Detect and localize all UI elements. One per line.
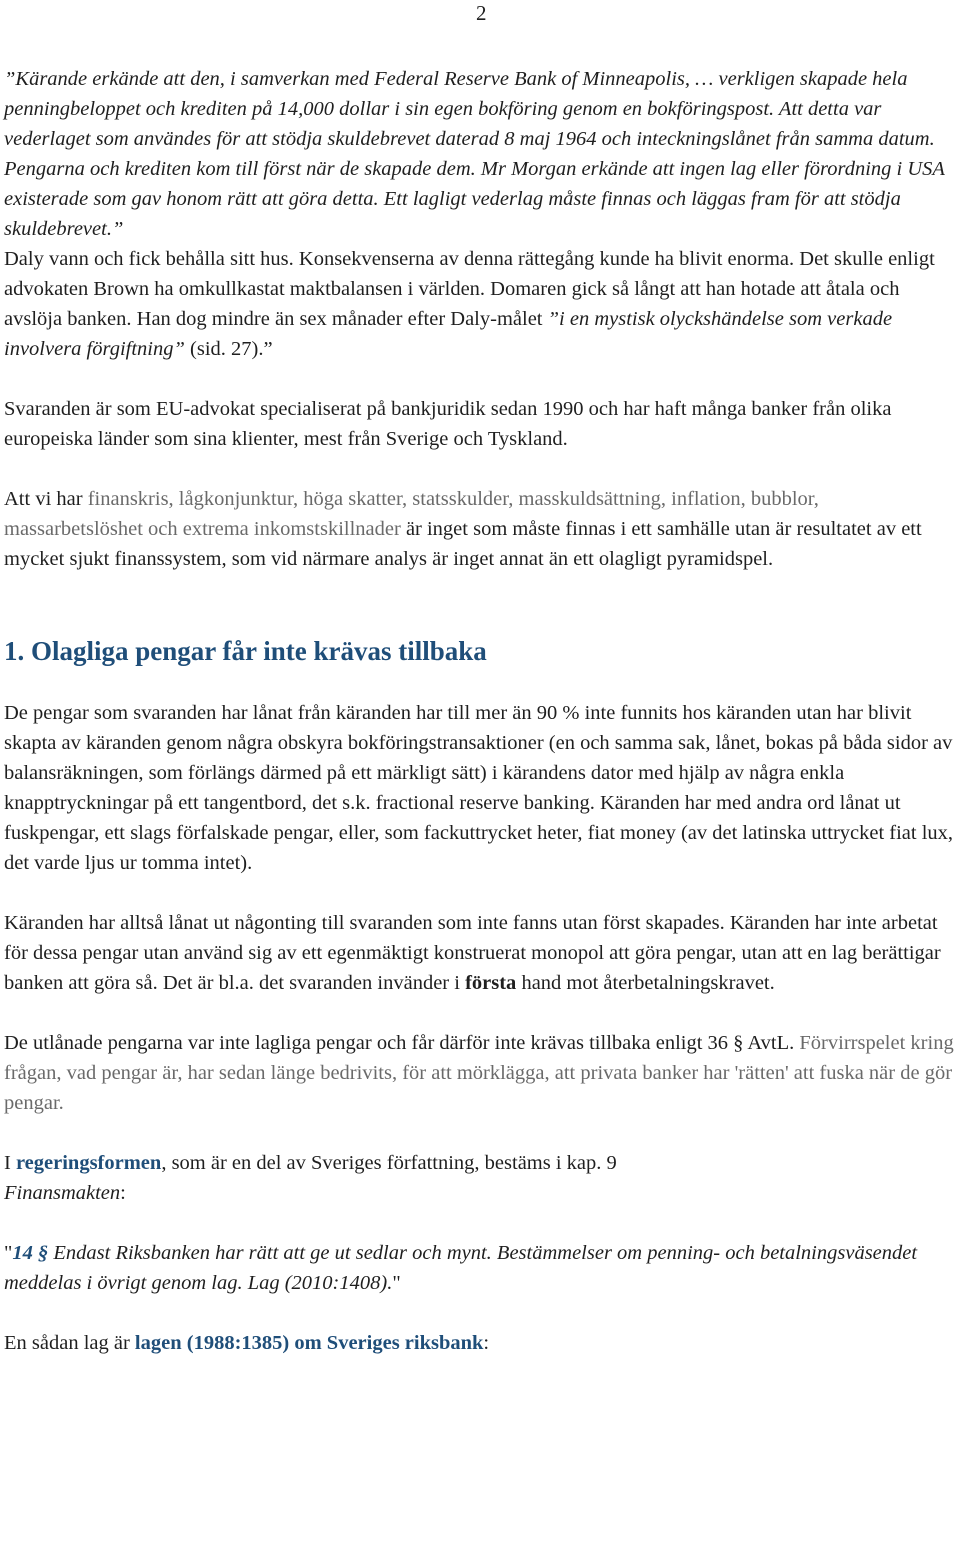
text-span: hand mot återbetalningskravet. (516, 972, 775, 994)
paragraph-14-link[interactable]: 14 § (12, 1242, 49, 1264)
quote-italic-tail: ”i en mystisk olyckshändelse som verkade involvera förgiftning” (4, 308, 893, 360)
bold-text: första (465, 972, 517, 994)
paragraph-svaranden: Svaranden är som EU-advokat specialiserat på bankjuridik sedan 1990 och har haft många banker från olika europeiska länder som sina klienter, mest från Sverige och Tyskland. (4, 398, 892, 450)
paragraph-pengar: De pengar som svaranden har lånat från käranden har till mer än 90 % inte funnits hos käranden utan har blivit skapta av käranden genom några obskyra bokföringstransaktioner (en och samma sak, lånet, bokas på båda sidor av balansräkningen, som förlängs därmed på ett märkligt sätt) i kärandens dator med hjälp av några enkla knapptryckningar på ett tangentbord, det s.k. fractional reserve banking. Käranden har med andra ord lånat ut fuskpengar, ett slags förfalskade pengar, eller, som fackuttrycket heter, fiat money (av det latinska uttrycket fiat lux, det varde ljus ur tomma intet). (4, 702, 954, 874)
paragraph-regeringsformen (4, 1148, 956, 1208)
italic-text: Endast Riksbanken har rätt att ge ut sedlar och mynt. Bestämmelser om penning- och betalningsväsendet meddelas i övrigt genom lag. Lag (2010:1408). (4, 1242, 918, 1294)
paragraph-lag (4, 1328, 956, 1358)
text-span: : (120, 1182, 126, 1204)
text-span: Att vi har (4, 488, 88, 510)
text-span: " (4, 1242, 13, 1264)
paragraph-finanskris (4, 484, 956, 574)
paragraph-utlanade (4, 1028, 956, 1118)
riksbankslag-link[interactable]: lagen (1988:1385) om Sveriges riksbank (134, 1332, 484, 1354)
section-heading: 1. Olagliga pengar får inte krävas tillbaka (4, 636, 487, 666)
gray-text: Förvirrspelet kring frågan, vad pengar är, har sedan länge bedrivits, för att mörklägga, att privata banker har 'rätten' att fuska när de gör pengar. (4, 1032, 954, 1114)
document-body (4, 64, 956, 1358)
page-number: 2 (476, 1, 487, 25)
text-span: I (4, 1152, 16, 1174)
text-span: " (392, 1272, 401, 1294)
text-span: Käranden har alltså lånat ut någonting till svaranden som inte fanns utan först skapades. Käranden har inte arbetat för dessa pengar utan använd sig av ett egenmäktigt konstruerat monopol att göra pengar, utan att en lag berättigar banken att göra så. Det är bl.a. det svaranden invänder i (4, 912, 941, 994)
text-span: En sådan lag är (4, 1332, 135, 1354)
italic-text: Finansmakten (4, 1182, 121, 1204)
gray-text: finanskris, lågkonjunktur, höga skatter, statsskulder, masskuldsättning, inflation, bubblor, massarbetslöshet och extrema inkomstskillnader (4, 488, 819, 540)
quote-italic: ”Kärande erkände att den, i samverkan med Federal Reserve Bank of Minneapolis, … verkligen skapade hela penningbeloppet och krediten på 14,000 dollar i sin egen bokföring genom en bokföringspost. Att detta var vederlaget som användes för att stödja skuldebrevet daterad 8 maj 1964 och inteckningslånet från samma datum. Pengarna och krediten kom till först när de skapade dem. Mr Morgan erkände att ingen lag eller förordning i USA existerade som gav honom rätt att göra detta. Ett lagligt vederlag måste finnas och läggas fram för att stödja skuldebrevet.” (4, 68, 945, 240)
quote-plain: Daly vann och fick behålla sitt hus. Konsekvenserna av denna rättegång kunde ha blivit enorma. Det skulle enligt advokaten Brown ha omkullkastat maktbalansen i världen. Domaren gick så långt att han hotade att åtala och avslöja banken. Han dog mindre än sex månader efter Daly-målet (4, 248, 935, 330)
text-span: , som är en del av Sveriges författning, bestäms i kap. 9 (161, 1152, 617, 1174)
quote-end: (sid. 27).” (184, 338, 273, 360)
text-span: : (483, 1332, 490, 1354)
text-span: De utlånade pengarna var inte lagliga pengar och får därför inte krävas tillbaka enligt 36 § AvtL. (4, 1032, 800, 1054)
quote-paragraph (4, 64, 956, 364)
paragraph-14-paragraf (4, 1238, 956, 1298)
paragraph-alltsa (4, 908, 956, 998)
text-span: är inget som måste finnas i ett samhälle utan är resultatet av ett mycket sjukt finanssystem, som vid närmare analys är inget annat än ett olagligt pyramidspel. (4, 518, 922, 570)
regeringsformen-link[interactable]: regeringsformen (15, 1152, 162, 1174)
